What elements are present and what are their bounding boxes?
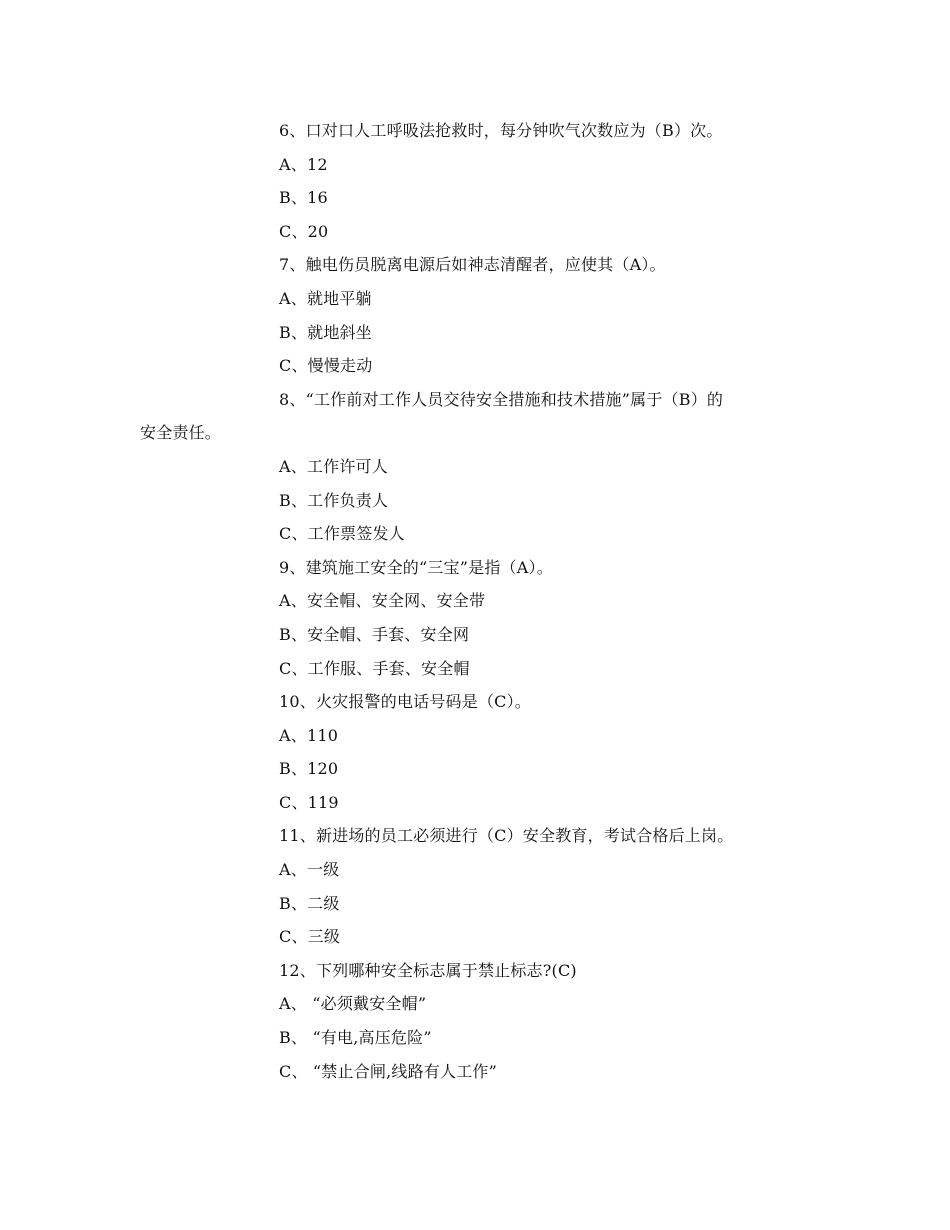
text-line: 7、触电伤员脱离电源后如神志清醒者，应使其（A）。 bbox=[279, 255, 666, 275]
text-line: A、110 bbox=[279, 725, 339, 745]
text-line: A、就地平躺 bbox=[279, 288, 372, 308]
text-line: A、一级 bbox=[279, 860, 340, 880]
question-list bbox=[140, 114, 820, 1088]
text-line: B、工作负责人 bbox=[279, 490, 389, 510]
text-line: A、安全帽、安全网、安全带 bbox=[279, 591, 486, 611]
text-line: 12、下列哪种安全标志属于禁止标志?(C) bbox=[279, 960, 577, 980]
text-line: B、二级 bbox=[279, 893, 340, 913]
text-line: 11、新进场的员工必须进行（C）安全教育，考试合格后上岗。 bbox=[279, 826, 734, 846]
text-line: C、工作服、手套、安全帽 bbox=[279, 658, 470, 678]
text-line: A、工作许可人 bbox=[279, 456, 388, 476]
text-line: B、就地斜坐 bbox=[279, 322, 372, 342]
text-line: 6、口对口人工呼吸法抢救时，每分钟吹气次数应为（B）次。 bbox=[279, 121, 723, 140]
text-line: B、120 bbox=[279, 759, 339, 779]
text-line: 8、“工作前对工作人员交待安全措施和技术措施”属于（B）的 bbox=[279, 389, 724, 409]
text-line: 安全责任。 bbox=[140, 423, 222, 443]
text-line: B、16 bbox=[279, 188, 328, 208]
text-line: C、 “禁止合闸,线路有人工作” bbox=[279, 1061, 497, 1081]
text-line: A、 “必须戴安全帽” bbox=[279, 994, 427, 1014]
text-line: B、 “有电,高压危险” bbox=[279, 1028, 432, 1048]
text-line: B、安全帽、手套、安全网 bbox=[279, 624, 470, 644]
text-line: A、12 bbox=[279, 154, 328, 174]
text-line: 10、火灾报警的电话号码是（C）。 bbox=[279, 692, 532, 712]
text-line: C、工作票签发人 bbox=[279, 524, 405, 544]
text-line: C、20 bbox=[279, 221, 329, 241]
text-line: C、慢慢走动 bbox=[279, 356, 373, 376]
text-line: C、119 bbox=[279, 792, 339, 812]
text-line: 9、建筑施工安全的“三宝”是指（A）。 bbox=[279, 557, 553, 577]
text-line: C、三级 bbox=[279, 927, 341, 947]
